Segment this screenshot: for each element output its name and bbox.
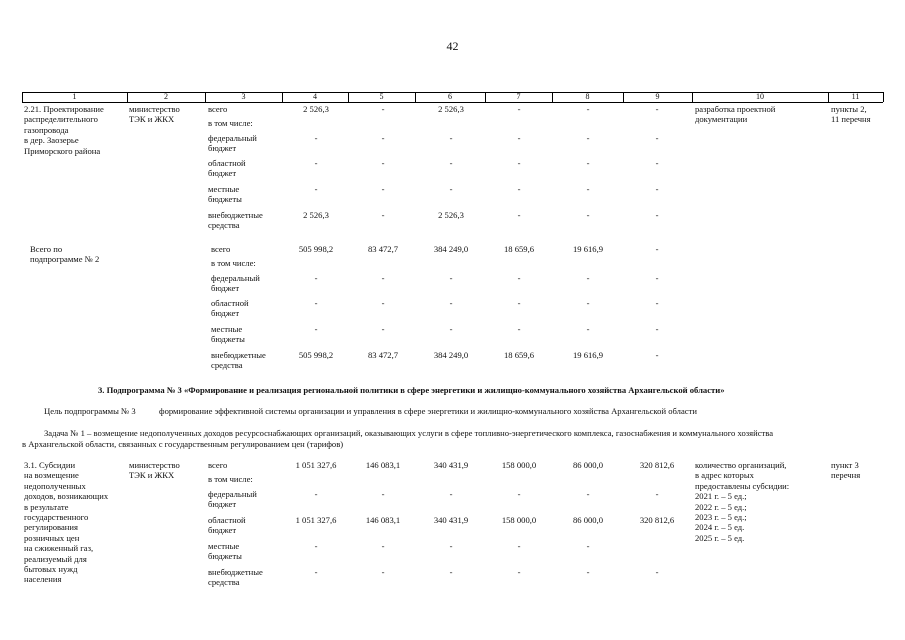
funding-amount-cell: 86 000,0 xyxy=(572,515,604,525)
funding-amount-cell: 158 000,0 xyxy=(501,460,537,470)
funding-amount-cell: - xyxy=(586,104,590,114)
funding-amount-cell: - xyxy=(449,158,453,168)
funding-amount-cell: - xyxy=(517,324,521,334)
expected-result: 2021 г. – 5 ед.; xyxy=(695,491,747,502)
program-item-name: на сжиженный газ, xyxy=(24,543,94,554)
funding-amount-cell: 505 998,2 xyxy=(298,244,334,254)
program-item-name: Всего по xyxy=(30,244,63,254)
funding-amount-cell: - xyxy=(586,133,590,143)
funding-amount-cell: 19 616,9 xyxy=(572,350,604,360)
column-number: 9 xyxy=(655,92,660,101)
expected-result: 2025 г. – 5 ед. xyxy=(695,532,745,543)
funding-source-label: местные xyxy=(211,324,243,334)
program-item-name: недополученных xyxy=(24,480,86,491)
program-item-name: розничных цен xyxy=(24,532,80,543)
column-number: 3 xyxy=(241,92,246,101)
funding-source-label: федеральный xyxy=(211,273,260,283)
column-number: 2 xyxy=(164,92,168,101)
funding-source-label: всего xyxy=(208,460,228,470)
funding-amount-cell: 1 051 327,6 xyxy=(295,460,337,470)
funding-amount-cell: - xyxy=(449,541,453,551)
program-item-name: распределительного xyxy=(24,114,98,125)
funding-source-label: местные xyxy=(208,541,240,551)
funding-amount-cell: - xyxy=(381,298,385,308)
funding-source-label: в том числе: xyxy=(208,118,253,128)
funding-amount-cell: 2 526,3 xyxy=(438,104,464,114)
funding-amount-cell: - xyxy=(655,324,659,334)
funding-amount-cell: - xyxy=(655,298,659,308)
section-heading: 3. Подпрограмма № 3 «Формирование и реализация региональной политики в сфере энергетики и жилищно-коммунального хозяйства Архангельской области» xyxy=(98,385,725,395)
program-item-name: бытовых нужд xyxy=(24,564,78,574)
funding-source-label: бюджет xyxy=(211,283,240,294)
funding-amount-cell: - xyxy=(655,184,659,194)
list-reference: 11 перечня xyxy=(831,114,871,125)
funding-amount-cell: - xyxy=(314,567,318,577)
program-item-name: в дер. Заозерье xyxy=(24,135,79,146)
funding-amount-cell: - xyxy=(586,273,590,283)
funding-amount-cell: 384 249,0 xyxy=(433,244,469,254)
list-reference: перечня xyxy=(831,470,861,481)
expected-result: 2024 г. – 5 ед. xyxy=(695,522,745,533)
funding-source-label: федеральный xyxy=(208,133,257,143)
column-number: 10 xyxy=(756,92,764,101)
header-rule xyxy=(22,102,883,103)
funding-amount-cell: - xyxy=(586,298,590,308)
funding-amount-cell: - xyxy=(314,158,318,168)
expected-result: предоставлены субсидии: xyxy=(695,480,790,491)
funding-amount-cell: - xyxy=(655,210,659,220)
program-item-name: подпрограмме № 2 xyxy=(30,254,100,265)
funding-amount-cell: - xyxy=(314,298,318,308)
funding-amount-cell: - xyxy=(381,489,385,499)
expected-result: 2022 г. – 5 ед.; xyxy=(695,501,747,512)
funding-amount-cell: 505 998,2 xyxy=(298,350,334,360)
funding-amount-cell: 340 431,9 xyxy=(433,515,469,525)
responsible-executor: ТЭК и ЖКХ xyxy=(129,114,175,125)
list-reference: пункт 3 xyxy=(831,460,859,470)
funding-amount-cell: - xyxy=(314,184,318,194)
column-number: 1 xyxy=(72,92,77,101)
funding-amount-cell: - xyxy=(381,541,385,551)
column-number: 6 xyxy=(448,92,452,101)
funding-amount-cell: 19 616,9 xyxy=(572,244,604,254)
funding-amount-cell: 320 812,6 xyxy=(639,515,675,525)
responsible-executor: министерство xyxy=(129,104,180,114)
funding-source-label: бюджет xyxy=(208,499,237,510)
funding-source-label: бюджет xyxy=(208,143,237,154)
funding-amount-cell: - xyxy=(517,567,521,577)
program-item-name: газопровода xyxy=(24,124,69,135)
expected-result: разработка проектной xyxy=(695,104,776,114)
page-number: 42 xyxy=(446,39,459,53)
funding-source-label: местные xyxy=(208,184,240,194)
funding-amount-cell: 83 472,7 xyxy=(367,244,399,254)
funding-amount-cell: - xyxy=(381,324,385,334)
funding-amount-cell: - xyxy=(449,133,453,143)
expected-result: в адрес которых xyxy=(695,470,754,481)
funding-amount-cell: - xyxy=(517,489,521,499)
program-item-name: 3.1. Субсидии xyxy=(24,460,76,470)
responsible-executor: ТЭК и ЖКХ xyxy=(129,470,175,481)
funding-source-label: областной xyxy=(208,515,246,525)
funding-amount-cell: - xyxy=(586,567,590,577)
program-item-name: реализуемый для xyxy=(24,553,87,564)
funding-amount-cell: 2 526,3 xyxy=(303,104,329,114)
funding-amount-cell: - xyxy=(449,298,453,308)
funding-source-label: в том числе: xyxy=(211,258,256,268)
funding-amount-cell: - xyxy=(517,104,521,114)
funding-amount-cell: - xyxy=(586,541,590,551)
funding-source-label: бюджеты xyxy=(208,551,242,562)
funding-amount-cell: - xyxy=(517,541,521,551)
funding-amount-cell: - xyxy=(655,273,659,283)
program-item-name: Приморского района xyxy=(24,145,101,156)
funding-amount-cell: - xyxy=(381,567,385,577)
task-line-2: в Архангельской области, связанных с государственным регулированием цен (тарифов) xyxy=(22,439,344,449)
funding-amount-cell: - xyxy=(655,489,659,499)
funding-amount-cell: - xyxy=(586,210,590,220)
funding-amount-cell: - xyxy=(381,184,385,194)
funding-source-label: бюджеты xyxy=(211,334,245,345)
funding-source-label: средства xyxy=(208,577,240,588)
column-number: 11 xyxy=(851,92,860,101)
funding-amount-cell: - xyxy=(517,210,521,220)
program-item-name: в результате xyxy=(24,501,69,512)
funding-amount-cell: - xyxy=(586,324,590,334)
funding-amount-cell: - xyxy=(449,324,453,334)
funding-amount-cell: - xyxy=(517,133,521,143)
funding-amount-cell: - xyxy=(314,133,318,143)
header-column-divider xyxy=(883,92,884,102)
funding-amount-cell: - xyxy=(517,158,521,168)
funding-amount-cell: - xyxy=(517,273,521,283)
funding-source-label: бюджеты xyxy=(208,194,242,205)
funding-amount-cell: - xyxy=(586,184,590,194)
funding-amount-cell: - xyxy=(314,324,318,334)
funding-source-label: средства xyxy=(208,220,240,231)
funding-source-label: всего xyxy=(211,244,231,254)
funding-amount-cell: - xyxy=(381,158,385,168)
column-number: 7 xyxy=(516,92,521,101)
funding-amount-cell: 2 526,3 xyxy=(438,210,464,220)
funding-source-label: в том числе: xyxy=(208,474,253,484)
funding-amount-cell: - xyxy=(655,158,659,168)
funding-amount-cell: - xyxy=(517,298,521,308)
funding-amount-cell: - xyxy=(517,184,521,194)
funding-amount-cell: 146 083,1 xyxy=(365,460,401,470)
funding-amount-cell: 158 000,0 xyxy=(501,515,537,525)
program-item-name: на возмещение xyxy=(24,470,79,481)
funding-amount-cell: - xyxy=(655,104,659,114)
program-item-name: 2.21. Проектирование xyxy=(24,104,104,114)
funding-amount-cell: 83 472,7 xyxy=(367,350,399,360)
program-item-name: регулирования xyxy=(24,522,78,533)
program-item-name: государственного xyxy=(24,512,89,522)
goal-label: Цель подпрограммы № 3 xyxy=(44,406,136,416)
funding-source-label: федеральный xyxy=(208,489,257,499)
funding-amount-cell: - xyxy=(655,567,659,577)
goal-text: формирование эффективной системы организации и управления в сфере энергетики и жилищно-коммунального хозяйства Архангельской области xyxy=(159,406,697,416)
funding-amount-cell: - xyxy=(586,489,590,499)
program-item-name: доходов, возникающих xyxy=(24,491,109,502)
column-number: 8 xyxy=(585,92,590,101)
funding-amount-cell: - xyxy=(449,567,453,577)
funding-source-label: бюджет xyxy=(208,525,237,536)
funding-amount-cell: - xyxy=(381,133,385,143)
expected-result: количество организаций, xyxy=(695,460,787,470)
funding-amount-cell: - xyxy=(655,244,659,254)
funding-amount-cell: - xyxy=(449,184,453,194)
funding-amount-cell: - xyxy=(314,489,318,499)
funding-amount-cell: 1 051 327,6 xyxy=(295,515,337,525)
funding-source-label: областной xyxy=(208,158,246,168)
responsible-executor: министерство xyxy=(129,460,180,470)
list-reference: пункты 2, xyxy=(831,104,867,114)
funding-source-label: внебюджетные xyxy=(208,567,263,577)
funding-amount-cell: 18 659,6 xyxy=(503,350,535,360)
funding-amount-cell: 384 249,0 xyxy=(433,350,469,360)
funding-source-label: бюджет xyxy=(211,308,240,319)
funding-amount-cell: 18 659,6 xyxy=(503,244,535,254)
funding-source-label: внебюджетные xyxy=(208,210,263,220)
funding-amount-cell: - xyxy=(586,158,590,168)
funding-amount-cell: 86 000,0 xyxy=(572,460,604,470)
funding-source-label: областной xyxy=(211,298,249,308)
program-item-name: населения xyxy=(24,574,62,585)
column-number: 5 xyxy=(379,92,384,101)
funding-amount-cell: 320 812,6 xyxy=(639,460,675,470)
column-number: 4 xyxy=(313,92,317,101)
funding-amount-cell: 146 083,1 xyxy=(365,515,401,525)
funding-source-label: всего xyxy=(208,104,228,114)
funding-amount-cell: 340 431,9 xyxy=(433,460,469,470)
task-line-1: Задача № 1 – возмещение недополученных доходов ресурсоснабжающих организаций, оказывающих услуги в сфере топливно-энергетического комплекса, газоснабжения и коммунального хозяйства xyxy=(44,428,774,438)
funding-amount-cell: - xyxy=(381,210,385,220)
expected-result: документации xyxy=(695,114,748,125)
funding-source-label: внебюджетные xyxy=(211,350,266,360)
funding-amount-cell: - xyxy=(655,133,659,143)
funding-amount-cell: - xyxy=(655,350,659,360)
funding-amount-cell: - xyxy=(314,541,318,551)
expected-result: 2023 г. – 5 ед.; xyxy=(695,512,747,522)
funding-amount-cell: - xyxy=(449,489,453,499)
funding-source-label: бюджет xyxy=(208,168,237,179)
funding-amount-cell: - xyxy=(381,104,385,114)
funding-source-label: средства xyxy=(211,360,243,371)
funding-amount-cell: - xyxy=(381,273,385,283)
funding-amount-cell: - xyxy=(314,273,318,283)
funding-amount-cell: 2 526,3 xyxy=(303,210,329,220)
funding-amount-cell: - xyxy=(449,273,453,283)
